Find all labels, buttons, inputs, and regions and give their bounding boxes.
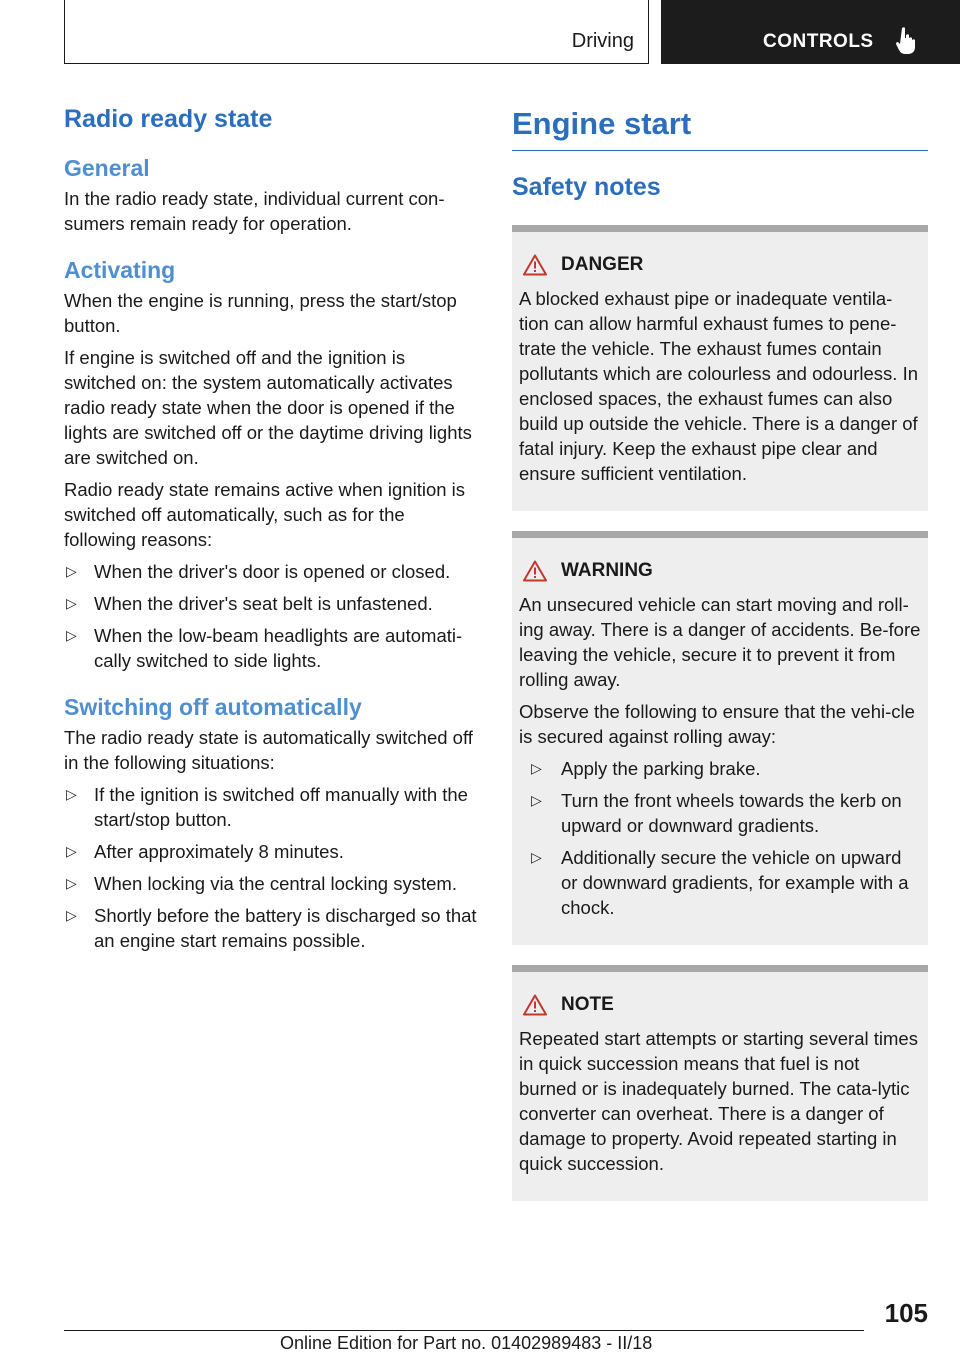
warning-label: WARNING <box>561 560 653 581</box>
note-header <box>519 992 922 1018</box>
danger-text: A blocked exhaust pipe or inadequate ventila-tion can allow harmful exhaust fumes to pene-trate the vehicle. The exhaust fumes contain pollutants which are colourless and odourless. In enclosed spaces, the exhaust fumes can also build up outside the vehicle. There is a danger of fatal injury. Keep the exhaust pipe clear and ensure sufficient ventilation. <box>519 288 919 484</box>
footer-divider <box>64 1330 864 1331</box>
danger-header <box>519 252 922 278</box>
triangle-bullet-icon: ▷ <box>66 595 77 611</box>
pointing-hand-icon <box>895 26 919 54</box>
warning-box <box>512 531 928 945</box>
header-section-label: Driving <box>571 30 634 52</box>
activating-p1: When the engine is running, press the start/stop button. <box>64 290 457 336</box>
general-text: In the radio ready state, individual current con-sumers remain ready for operation. <box>64 188 445 234</box>
note-label: NOTE <box>561 994 614 1015</box>
activating-p2: If engine is switched off and the ignition is switched on: the system automatically activates radio ready state when the door is opened if the lights are switched off or the daytime driving lights are switched on. <box>64 347 472 468</box>
section-title-radio-ready: Radio ready state <box>64 105 273 133</box>
list-item: ▷ Shortly before the battery is discharged so that an engine start remains possible. <box>66 905 477 951</box>
list-item: ▷ When locking via the central locking system. <box>66 873 457 894</box>
warning-header <box>519 558 922 584</box>
triangle-bullet-icon: ▷ <box>66 563 77 579</box>
list-item: ▷ Turn the front wheels towards the kerb on upward or downward gradients. <box>531 790 902 836</box>
switching-off-text: The radio ready state is automatically switched off in the following situations: <box>64 727 473 773</box>
triangle-bullet-icon: ▷ <box>66 786 77 802</box>
list-item: ▷ When the driver's seat belt is unfastened. <box>66 593 433 614</box>
activating-list <box>64 559 480 673</box>
header-chapter-label: CONTROLS <box>763 31 874 52</box>
warning-triangle-icon <box>523 560 547 582</box>
note-box <box>512 965 928 1201</box>
triangle-bullet-icon: ▷ <box>531 792 542 808</box>
triangle-bullet-icon: ▷ <box>531 760 542 776</box>
triangle-bullet-icon: ▷ <box>531 849 542 865</box>
list-item: ▷ When the low-beam headlights are automati-cally switched to side lights. <box>66 625 463 671</box>
subheading-activating: Activating <box>64 257 176 283</box>
note-text: Repeated start attempts or starting several times in quick succession means that fuel is not burned or is inadequately burned. The cata-lytic converter can overheat. There is a danger of damage to property. Avoid repeated starting in quick succession. <box>519 1028 918 1174</box>
list-item: ▷ If the ignition is switched off manually with the start/stop button. <box>66 784 468 830</box>
header-section-box <box>64 0 649 64</box>
list-item: ▷ When the driver's door is opened or closed. <box>66 561 451 582</box>
danger-box <box>512 225 928 511</box>
danger-label: DANGER <box>561 254 644 275</box>
triangle-bullet-icon: ▷ <box>66 843 77 859</box>
subheading-general: General <box>64 155 150 181</box>
triangle-bullet-icon: ▷ <box>66 627 77 643</box>
warning-list <box>519 756 922 920</box>
footer-edition: Online Edition for Part no. 01402989483 - II/18 <box>280 1333 653 1353</box>
switching-off-list <box>64 782 480 953</box>
page-number: 105 <box>884 1298 928 1328</box>
subheading-switching-off: Switching off automatically <box>64 694 362 720</box>
subheading-safety-notes: Safety notes <box>512 173 661 201</box>
header-chapter-tab <box>661 0 960 64</box>
warning-p1: An unsecured vehicle can start moving and roll-ing away. There is a danger of accidents. Be-fore leaving the vehicle, secure it to prevent it from rolling away. <box>519 594 921 690</box>
activating-p3: Radio ready state remains active when ignition is switched off automatically, such as for the following reasons: <box>64 479 466 550</box>
right-column <box>512 100 928 1201</box>
warning-triangle-icon <box>523 254 547 276</box>
warning-p2: Observe the following to ensure that the vehi-cle is secured against rolling away: <box>519 701 915 747</box>
triangle-bullet-icon: ▷ <box>66 875 77 891</box>
list-item: ▷ After approximately 8 minutes. <box>66 841 344 862</box>
list-item: ▷ Additionally secure the vehicle on upward or downward gradients, for example with a chock. <box>531 847 909 918</box>
left-column <box>64 100 480 960</box>
triangle-bullet-icon: ▷ <box>66 907 77 923</box>
list-item: ▷ Apply the parking brake. <box>531 758 761 779</box>
warning-triangle-icon <box>523 994 547 1016</box>
section-title-engine-start: Engine start <box>512 104 928 151</box>
